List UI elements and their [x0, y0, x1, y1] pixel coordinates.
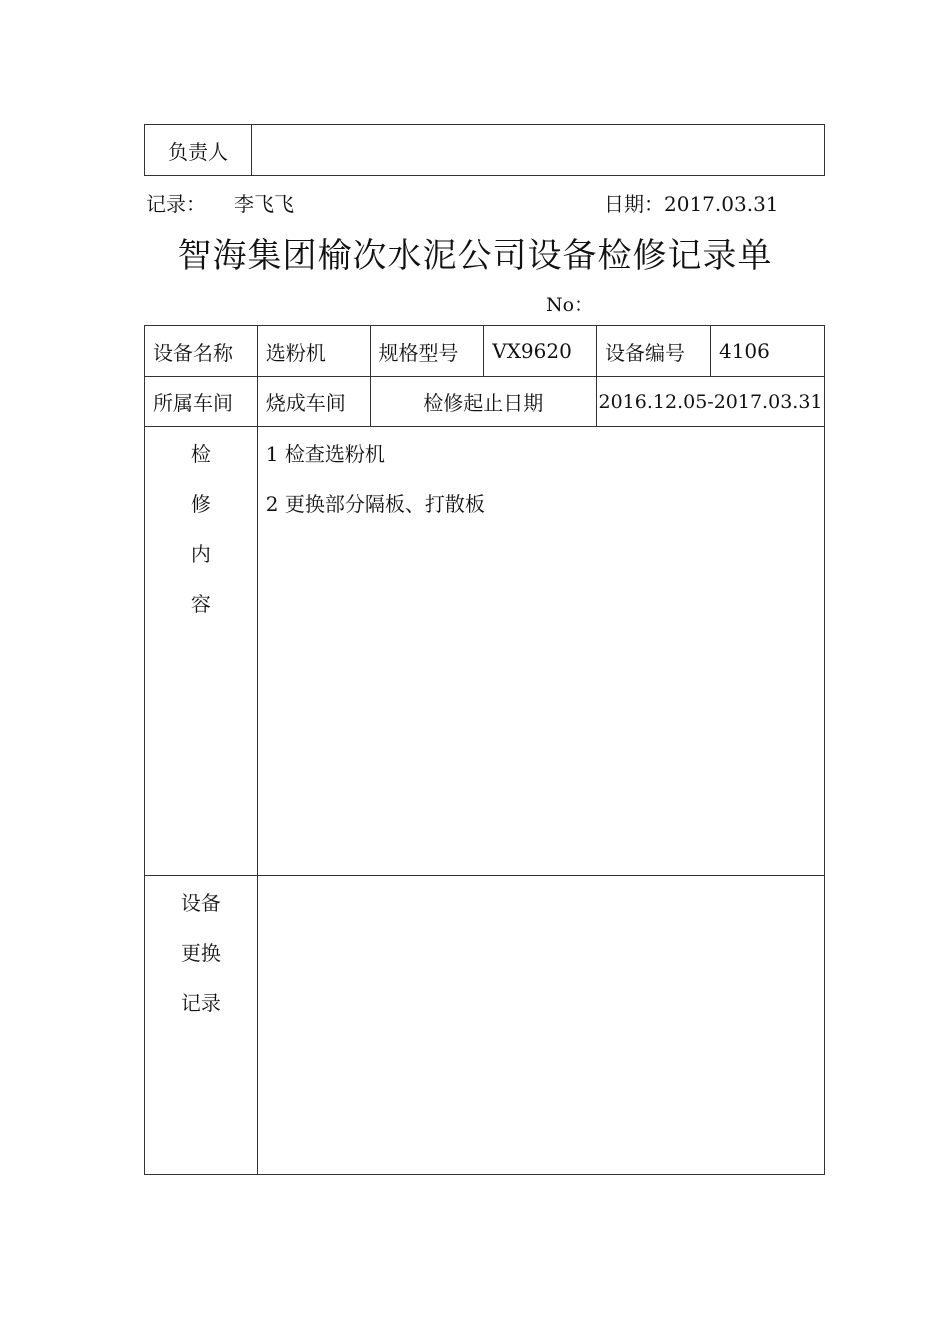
date-line — [604, 188, 779, 217]
equipment-code-label: 设备编号 — [597, 326, 711, 377]
equipment-name-label: 设备名称 — [145, 326, 258, 377]
equipment-name-value: 选粉机 — [257, 326, 370, 377]
workshop-value: 烧成车间 — [257, 377, 370, 427]
period-value: 2016.12.05-2017.03.31 — [597, 377, 825, 427]
repair-item: 1 检查选粉机 — [265, 442, 385, 466]
replacement-label-line: 更换 — [180, 941, 221, 965]
repair-label-char: 修 — [190, 492, 211, 516]
period-label: 检修起止日期 — [370, 377, 597, 427]
replacement-record-label — [145, 876, 258, 1175]
spec-label: 规格型号 — [370, 326, 484, 377]
responsible-table — [144, 124, 825, 176]
replacement-record-content[interactable] — [257, 876, 824, 1175]
record-label: 记录： — [146, 192, 206, 216]
spec-value: VX9620 — [484, 326, 597, 377]
repair-record-table — [144, 325, 825, 1175]
date-value: 2017.03.31 — [664, 192, 779, 216]
record-name: 李飞飞 — [234, 192, 294, 216]
repair-label-char: 内 — [190, 542, 211, 566]
responsible-value[interactable] — [252, 125, 825, 176]
repair-item: 2 更换部分隔板、打散板 — [265, 492, 485, 516]
replacement-label-line: 设备 — [180, 891, 221, 915]
repair-label-char: 容 — [190, 592, 211, 616]
replacement-label-line: 记录 — [180, 991, 221, 1015]
repair-label-char: 检 — [190, 442, 211, 466]
page-title: 智海集团榆次水泥公司设备检修记录单 — [177, 236, 773, 276]
repair-content — [257, 427, 824, 876]
number-label: No： — [546, 294, 594, 316]
repair-content-label — [145, 427, 258, 876]
responsible-label: 负责人 — [145, 125, 252, 176]
equipment-code-value: 4106 — [710, 326, 824, 377]
date-label: 日期： — [604, 192, 664, 216]
workshop-label: 所属车间 — [145, 377, 258, 427]
